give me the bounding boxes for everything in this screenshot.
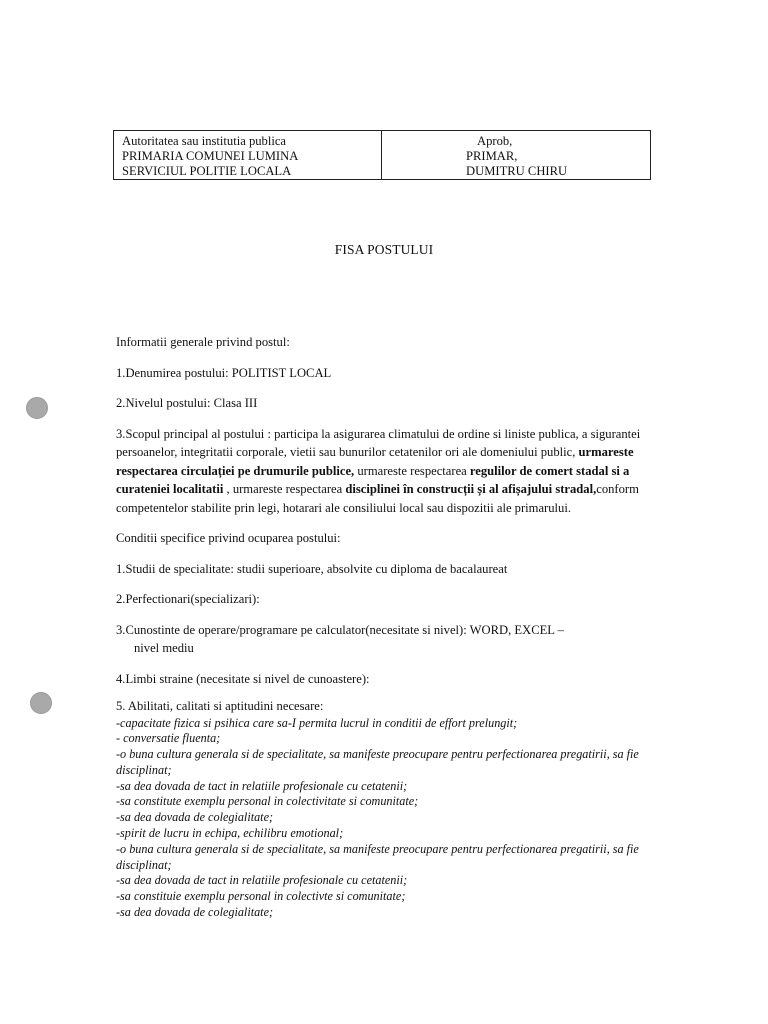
abilities-item: -sa constituie exemplu personal in colectivte si comunitate; [116,889,406,904]
abilities-item: -o buna cultura generala si de specialitate, sa manifeste preocupare pentru perfectionarea pregatirii, sa fie disciplinat; [116,747,639,777]
institution-name: PRIMARIA COMUNEI LUMINA [122,149,299,163]
purpose-emphasis-traffic: urmareste respectarea circulației pe drumurile publice, [116,445,634,478]
job-purpose: 3.Scopul principal al postului : participa la asigurarea climatului de ordine si liniste publica, a sigurantei persoanelor, integritatii corporale, vietii sau bunurilor cetatenilor ori ale domeniului public, urmareste respectarea circulației pe drumurile publice, urmareste respectarea regulilor de comert stadal si a curateniei localitatii , urmareste respectarea disciplinei în construcții și al afișajului stradal,conform competentelor stabilite prin legi, hotarari ale consiliului local sau dispozitii ale primarului. [116,426,641,515]
computer-skills-level: nivel mediu [134,641,194,655]
purpose-emphasis-commerce: regulilor de comert stadal si a curateniei localitatii [116,463,630,496]
approval-name: DUMITRU CHIRU [466,164,568,178]
job-name: 1.Denumirea postului: POLITIST LOCAL [116,365,332,380]
abilities-list [116,716,656,921]
training-requirement: 2.Perfectionari(specializari): [116,592,260,606]
header-table [113,130,651,180]
approval-title: PRIMAR, [466,149,518,163]
approval-block [382,131,650,179]
abilities-item: - conversatie fluenta; [116,731,221,746]
specific-conditions-heading: Conditii specifice privind ocuparea postului: [116,531,341,545]
institution-department: SERVICIUL POLITIE LOCALA [122,164,292,178]
abilities-item: -sa constitute exemplu personal in colectivitate si comunitate; [116,794,419,809]
abilities-item: -capacitate fizica si psihica care sa-I permita lucrul in conditii de effort prelungit; [116,715,518,730]
abilities-item: -spirit de lucru in echipa, echilibru emotional; [116,826,344,841]
abilities-item: -o buna cultura generala si de specialitate, sa manifeste preocupare pentru perfectionarea pregatirii, sa fie disciplinat; [116,841,639,872]
institution-label: Autoritatea sau institutia publica [122,134,287,148]
purpose-emphasis-construction: disciplinei în construcții și al afișajului stradal, [345,482,597,496]
computer-skills: 3.Cunostinte de operare/programare pe calculator(necesitate si nivel): WORD, EXCEL – [116,622,564,637]
punch-hole-bottom [30,692,52,714]
abilities-item: -sa dea dovada de colegialitate; [116,810,274,825]
abilities-item: -sa dea dovada de colegialitate; [116,905,274,920]
approval-label: Aprob, [477,134,513,148]
abilities-heading: 5. Abilitati, calitati si aptitudini necesare: [116,699,324,713]
job-level: 2.Nivelul postului: Clasa III [116,396,258,410]
document-title: FISA POSTULUI [334,242,434,257]
general-info-heading: Informatii generale privind postul: [116,335,290,349]
institution-block [114,131,382,179]
document-body [116,333,656,921]
punch-hole-top [26,397,48,419]
abilities-item: -sa dea dovada de tact in relatiile profesionale cu cetatenii; [116,873,408,888]
foreign-languages: 4.Limbi straine (necesitate si nivel de cunoastere): [116,671,370,686]
studies-requirement: 1.Studii de specialitate: studii superioare, absolvite cu diploma de bacalaureat [116,561,508,576]
abilities-item: -sa dea dovada de tact in relatiile profesionale cu cetatenii; [116,778,408,793]
